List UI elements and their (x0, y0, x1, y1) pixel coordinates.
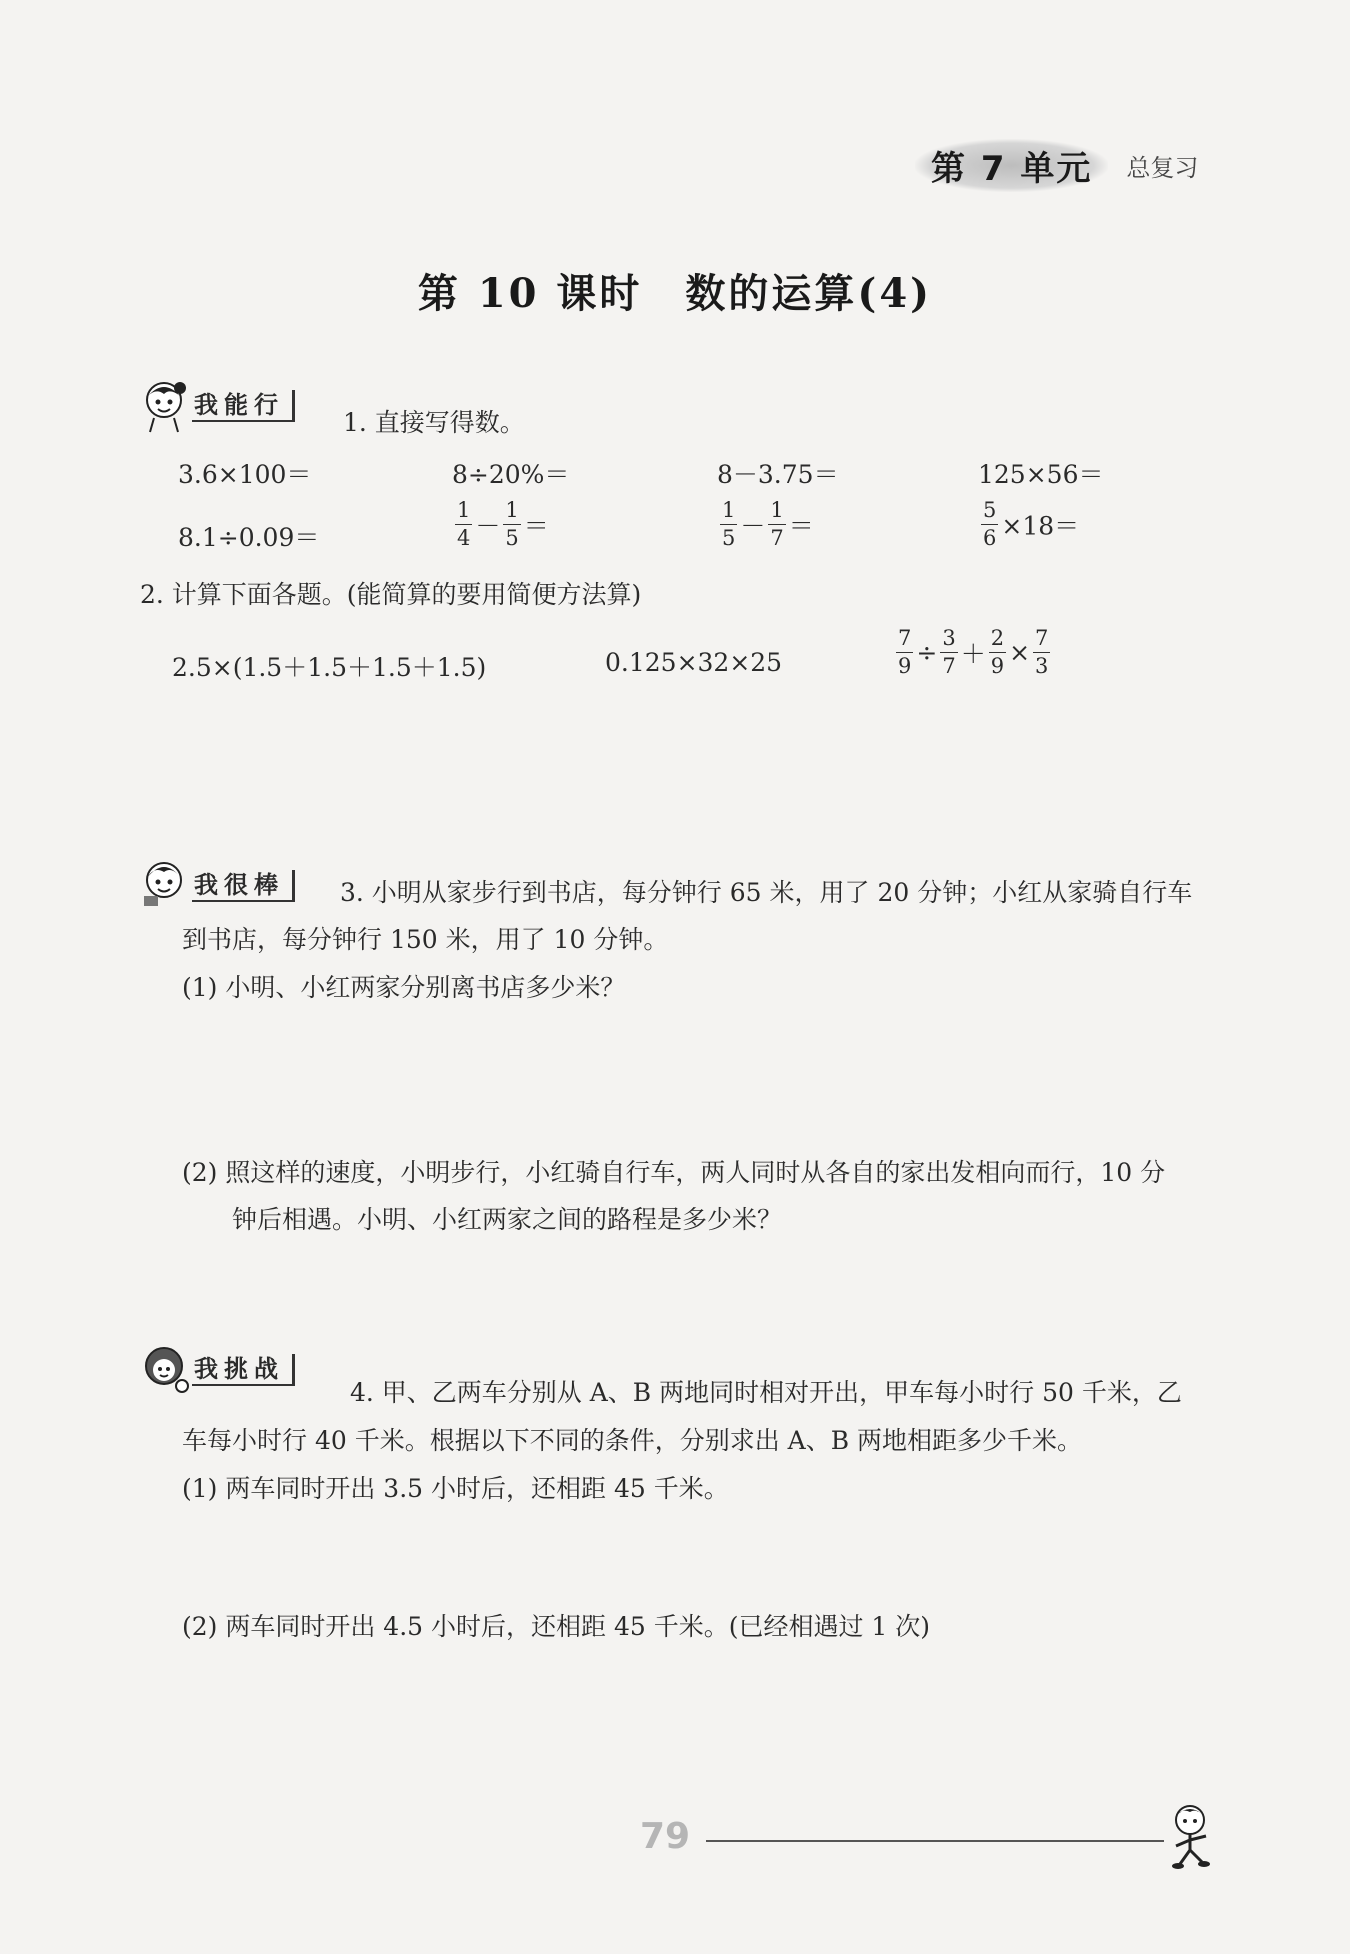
mascot-boy-icon (140, 1342, 192, 1398)
unit-subtitle: 总复习 (1126, 153, 1199, 182)
badge-wonengxing (140, 378, 295, 434)
badge-wohenbang (140, 858, 295, 914)
fraction: $\frac{1}{5}$ (722, 498, 736, 550)
q1-item-4: 125×56＝ (978, 460, 1104, 489)
lesson-title: 第 10 课时 数的运算(4) (417, 270, 933, 317)
q2-expr-1: 2.5×(1.5＋1.5＋1.5＋1.5) (172, 653, 487, 682)
q1-item-1: 3.6×100＝ (178, 460, 312, 489)
footer-divider (706, 1840, 1164, 1842)
q3-line-2: 到书店，每分钟行 150 米，用了 10 分钟。 (182, 925, 669, 954)
fraction: $\frac{1}{7}$ (770, 498, 784, 550)
fraction: $\frac{1}{5}$ (505, 498, 519, 550)
q2-label: 2. 计算下面各题。(能简算的要用简便方法算) (140, 580, 642, 609)
unit-header (915, 140, 1198, 190)
q1-item-8: $\frac{5}{6}$ ×18＝ (983, 498, 1080, 550)
mascot-girl-icon (140, 858, 192, 914)
q3-sub-1: (1) 小明、小红两家分别离书店多少米？ (182, 973, 626, 1002)
q1-item-2: 8÷20%＝ (452, 460, 570, 489)
q1-label: 1. 直接写得数。 (343, 408, 525, 437)
fraction: $\frac{3}{7}$ (942, 626, 956, 678)
mascot-girl-icon (140, 378, 192, 434)
q1-item-3: 8－3.75＝ (717, 460, 839, 489)
q2-expr-3: $\frac{7}{9}$ ÷ $\frac{3}{7}$ ＋ $\frac{2}{9}$ × $\frac{7}{3}$ (898, 626, 1049, 678)
q1-item-5: 8.1÷0.09＝ (178, 523, 320, 552)
fraction: $\frac{7}{3}$ (1035, 626, 1049, 678)
q1-item-6: $\frac{1}{4}$ － $\frac{1}{5}$ ＝ (457, 498, 549, 550)
badge-label: 我能行 (192, 390, 295, 422)
badge-label: 我挑战 (192, 1354, 295, 1386)
q3-line-1: 3. 小明从家步行到书店，每分钟行 65 米，用了 20 分钟；小红从家骑自行车 (340, 878, 1193, 907)
fraction: $\frac{7}{9}$ (898, 626, 912, 678)
q3-sub-2-line-2: 钟后相遇。小明、小红两家之间的路程是多少米？ (232, 1205, 783, 1234)
badge-wotiaozhan (140, 1342, 295, 1398)
q4-sub-1: (1) 两车同时开出 3.5 小时后，还相距 45 千米。 (182, 1474, 729, 1503)
q4-line-1: 4. 甲、乙两车分别从 A、B 两地同时相对开出，甲车每小时行 50 千米，乙 (350, 1378, 1182, 1407)
q1-item-7: $\frac{1}{5}$ － $\frac{1}{7}$ ＝ (722, 498, 814, 550)
fraction: $\frac{5}{6}$ (983, 498, 997, 550)
mascot-running-icon (1160, 1800, 1224, 1872)
badge-label: 我很棒 (192, 870, 295, 902)
q4-line-2: 车每小时行 40 千米。根据以下不同的条件，分别求出 A、B 两地相距多少千米。 (182, 1426, 1083, 1455)
unit-label: 第 7 单元 (915, 139, 1108, 192)
q3-sub-2-line-1: (2) 照这样的速度，小明步行，小红骑自行车，两人同时从各自的家出发相向而行，10 分 (182, 1158, 1166, 1187)
q2-expr-2: 0.125×32×25 (605, 648, 783, 677)
fraction: $\frac{2}{9}$ (990, 626, 1005, 678)
fraction: $\frac{1}{4}$ (457, 498, 471, 550)
page-number: 79 (640, 1816, 691, 1857)
q4-sub-2: (2) 两车同时开出 4.5 小时后，还相距 45 千米。(已经相遇过 1 次) (182, 1612, 931, 1641)
